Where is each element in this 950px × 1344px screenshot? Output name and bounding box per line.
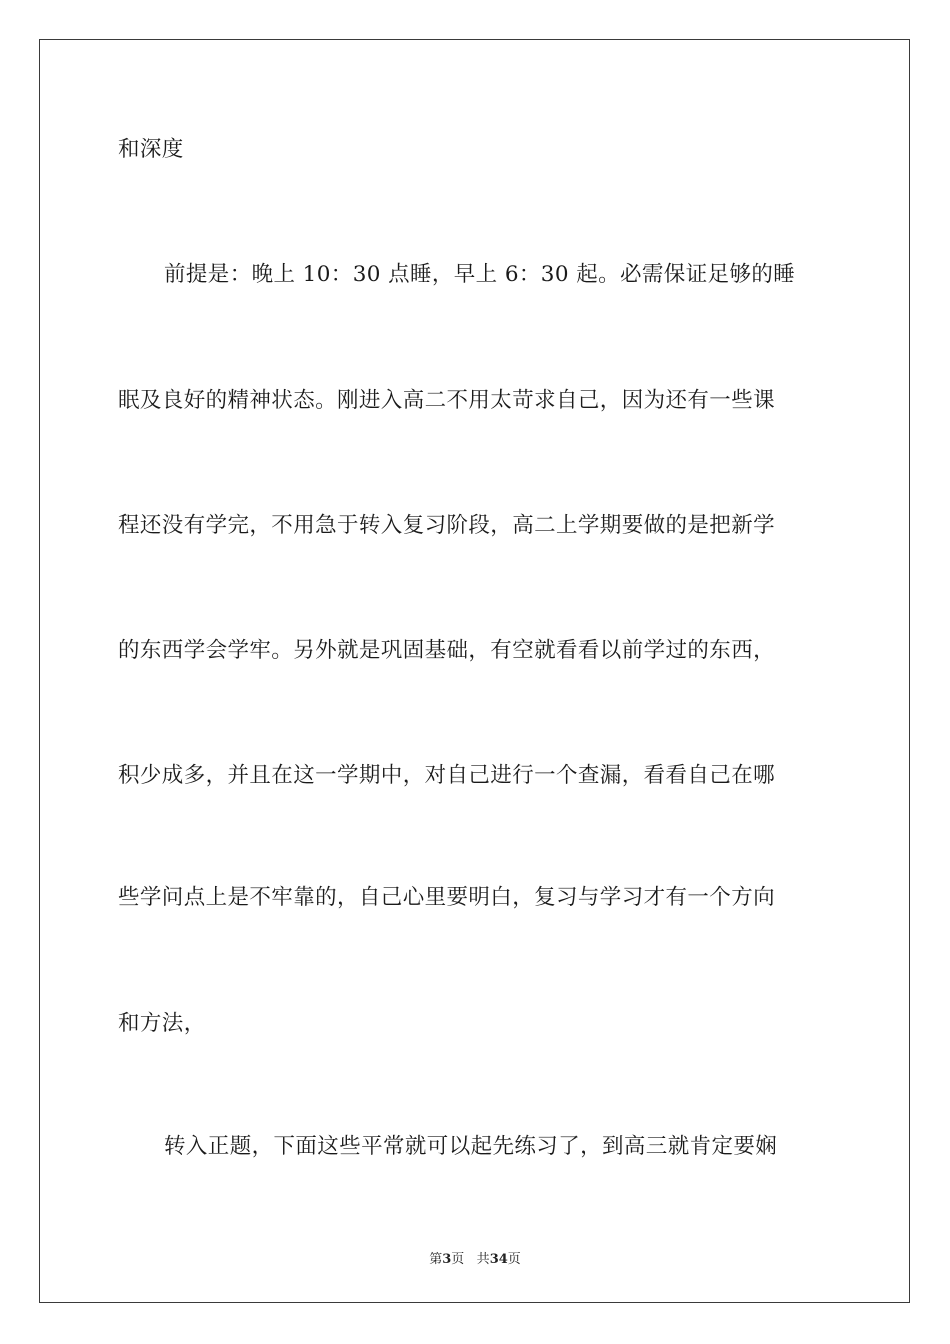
text-line-4: 程还没有学完，不用急于转入复习阶段，高二上学期要做的是把新学 — [118, 513, 776, 538]
footer-page-number: 3 — [442, 1252, 452, 1267]
text-line-8: 和方法， — [118, 1011, 206, 1036]
text-line-7: 些学问点上是不牢靠的，自己心里要明白，复习与学习才有一个方向 — [118, 885, 776, 910]
text-line-9: 转入正题，下面这些平常就可以起先练习了，到高三就肯定要娴 — [164, 1134, 778, 1159]
text-line-6: 积少成多，并且在这一学期中，对自己进行一个查漏，看看自己在哪 — [118, 763, 776, 788]
footer-total-pages: 34 — [489, 1252, 508, 1267]
text-line-3: 眠及良好的精神状态。刚进入高二不用太苛求自己，因为还有一些课 — [118, 388, 776, 413]
text-line-2: 前提是：晚上 10：30 点睡，早上 6：30 起。必需保证足够的睡 — [164, 262, 796, 287]
footer-total-prefix: 共 — [476, 1252, 490, 1267]
footer-page-prefix: 第 — [429, 1252, 443, 1267]
text-line-1: 和深度 — [118, 137, 184, 162]
text-line-5: 的东西学会学牢。另外就是巩固基础，有空就看看以前学过的东西， — [118, 638, 776, 663]
footer-page-suffix: 页 — [451, 1252, 465, 1267]
page-border — [39, 39, 910, 1303]
page-footer — [0, 1248, 950, 1267]
footer-total-suffix: 页 — [507, 1252, 521, 1267]
